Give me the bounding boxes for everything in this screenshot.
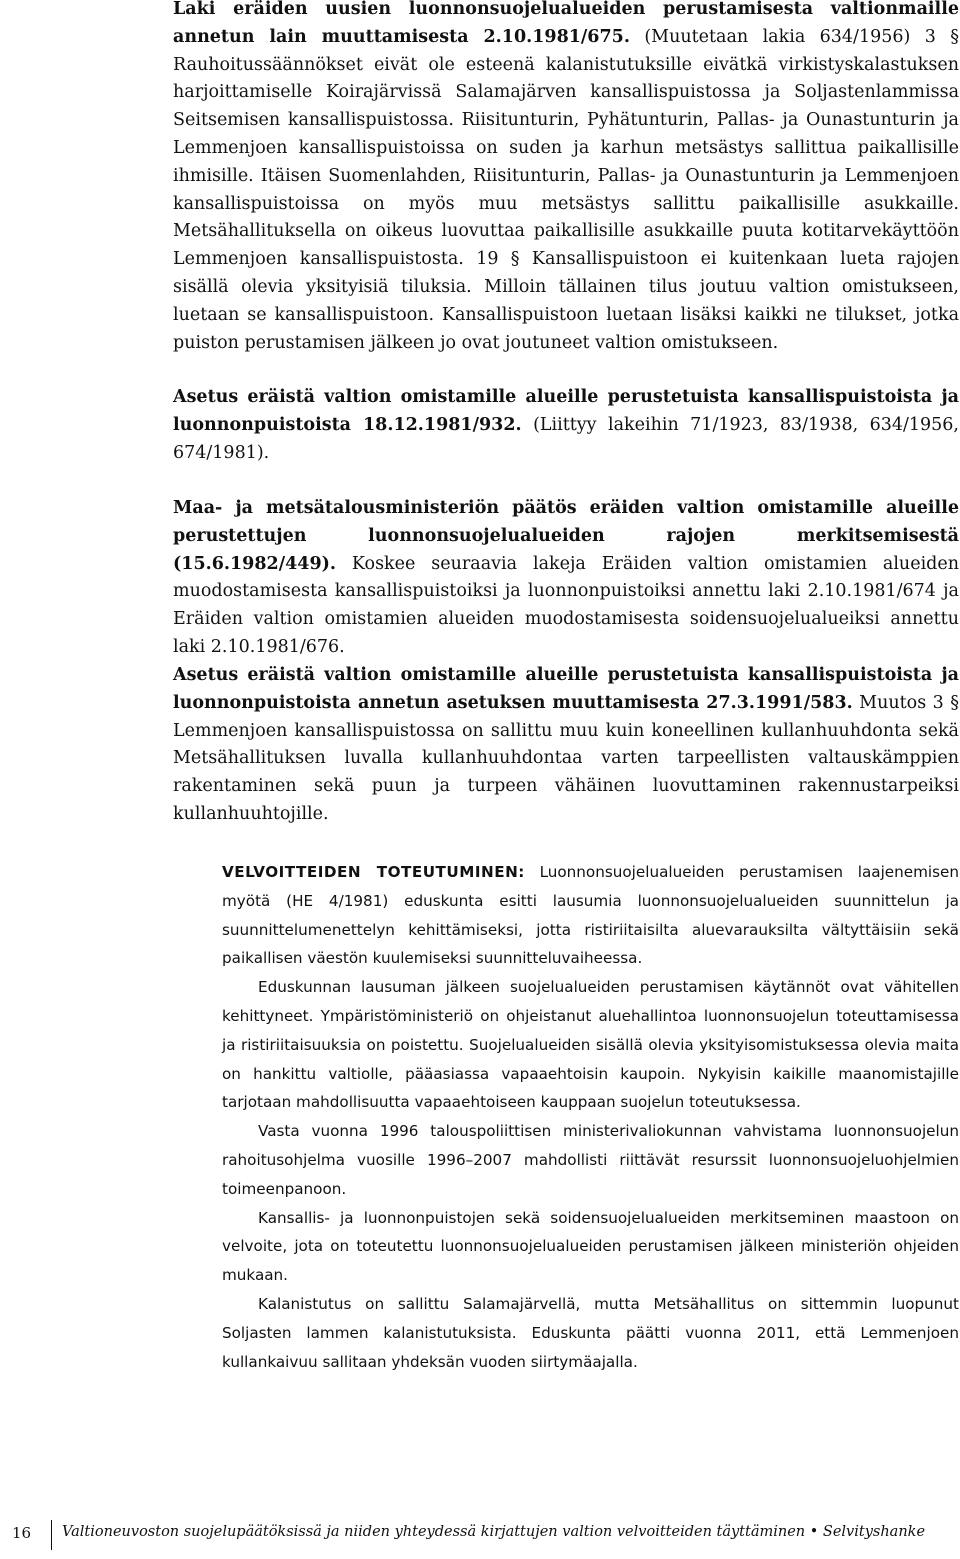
section-paragraph-4: Kansallis- ja luonnonpuistojen sekä soidensuojelualueiden merkitseminen maastoon on velvoite, jota on toteutettu luonnonsuojelualueiden perustamisen jälkeen ministeriön ohjeiden mukaan.: [222, 1208, 959, 1285]
paragraph-body: (Muutetaan lakia 634/1956) 3 § Rauhoitussäännökset eivät ole esteenä kalanistutuksille eivätkä virkistyskalastuksen harjoittamiselle Koirajärvissä Salamajärven kansallispuistossa ja Soljastenlammissa Seitsemisen kansallispuistossa. Riisitunturin, Pyhätunturin, Pallas- ja Ounastunturin ja Lemmenjoen kansallispuistoissa on suden ja karhun metsästys sallittua paikallisille ihmisille. Itäisen Suomenlahden, Riisitunturin, Pallas- ja Ounastunturin ja Lemmenjoen kansallispuistoissa on myös muu metsästys sallittu paikallisille asukkaille. Metsähallituksella on oikeus luovuttaa paikallisille asukkaille puuta kotitarvekäyttöön Lemmenjoen kansallispuistosta. 19 § Kansallispuistoon ei kuitenkaan lueta rajojen sisällä olevia yksityisiä tiluksia. Milloin tällainen tilus joutuu valtion omistukseen, luetaan se kansallispuistoon. Kansallispuistoon luetaan lisäksi kaikki ne tilukset, jotka puiston perustamisen jälkeen jo ovat joutuneet valtion omistukseen.: [173, 26, 959, 353]
page-footer: [0, 1520, 960, 1550]
paragraph-heading: Maa- ja metsätalousministeriön päätös eräiden valtion omistamille alueille perustettujen luonnonsuojelualueiden rajojen merkitsemisestä (15.6.1982/449).: [173, 498, 959, 574]
section-paragraph-2: Eduskunnan lausuman jälkeen suojelualueiden perustamisen käytännöt ovat vähitellen kehittyneet. Ympäristöministeriö on ohjeistanut aluehallintoa luonnonsuojelun toteuttamisessa ja ristiriitaisuuksia on poistettu. Suojelualueiden sisällä olevia yksityisomistuksessa olevia maita on hankittu valtiolle, pääasiassa vapaaehtoisin kaupoin. Nykyisin kaikille maanomistajille tarjotaan mahdollisuutta vapaaehtoiseen kauppaan suojelun toteutuksessa.: [222, 978, 959, 1112]
section-lead-paragraph: [222, 858, 959, 973]
paragraph-asetus-1991-583: [173, 662, 959, 829]
paragraph-laki-1981-675: [173, 0, 959, 357]
paragraph-heading: Asetus eräistä valtion omistamille alueille perustetuista kansallispuistoista ja luonnonpuistoista 18.12.1981/932.: [173, 387, 959, 435]
section-paragraph-5: Kalanistutus on sallittu Salamajärvellä, mutta Metsähallitus on sittemmin luopunut Soljasten lammen kalanistutuksista. Eduskunta päätti vuonna 2011, että Lemmenjoen kullankaivuu sallitaan yhdeksän vuoden siirtymäajalla.: [222, 1294, 959, 1371]
footer-divider: [51, 1520, 52, 1550]
footer-title: Valtioneuvoston suojelupäätöksissä ja niiden yhteydessä kirjattujen valtion velvoitteiden täyttäminen • Selvityshanke: [62, 1524, 926, 1540]
section-paragraph-3: Vasta vuonna 1996 talouspoliittisen ministerivaliokunnan vahvistama luonnonsuojelun rahoitusohjelma vuosille 1996–2007 mahdollisti riittävät resurssit luonnonsuojeluohjelmien toimeenpanoon.: [222, 1122, 959, 1198]
paragraph-paatos-1982-449: [173, 495, 959, 662]
paragraph-body: Muutos 3 § Lemmenjoen kansallispuistossa on sallittu muu kuin koneellinen kullanhuuhdonta sekä Metsähallituksen luvalla kullanhuuhdontaa varten tarpeellisten valtauskämppien rakentaminen sekä puun ja turpeen vähäinen luovuttaminen rakennustarpeiksi kullanhuuhtojille.: [173, 692, 959, 824]
paragraph-body: (Liittyy lakeihin 71/1923, 83/1938, 634/1956, 674/1981).: [173, 414, 959, 463]
paragraph-heading: Laki eräiden uusien luonnonsuojelualueiden perustamisesta valtionmaille annetun lain muuttamisesta 2.10.1981/675.: [173, 0, 959, 47]
lead-text: Luonnonsuojelualueiden perustamisen laajenemisen myötä (HE 4/1981) eduskunta esitti lausumia luonnonsuojelualueiden suunnittelun ja suunnittelumenettelyn kehittämiseksi, jotta ristiriitaisilta aluevarauksilta vältyttäisiin sekä paikallisen väestön kuulemiseksi suunnitteluvaiheessa.: [222, 863, 960, 968]
page-number: 16: [12, 1524, 32, 1542]
paragraph-body: Koskee seuraavia lakeja Eräiden valtion omistamien alueiden muodostamisesta kansallispuistoiksi ja luonnonpuistoiksi annettu laki 2.10.1981/674 ja Eräiden valtion omistamien alueiden muodostamisesta soidensuojelualueiksi annettu laki 2.10.1981/676.: [173, 553, 959, 657]
paragraph-asetus-1981-932: [173, 384, 959, 467]
section-heading: VELVOITTEIDEN TOTEUTUMINEN:: [222, 863, 525, 881]
velvoitteiden-toteutuminen-section: [222, 858, 959, 1376]
paragraph-heading: Asetus eräistä valtion omistamille alueille perustetuista kansallispuistoista ja luonnonpuistoista annetun asetuksen muuttamisesta 27.3.1991/583.: [173, 665, 959, 713]
